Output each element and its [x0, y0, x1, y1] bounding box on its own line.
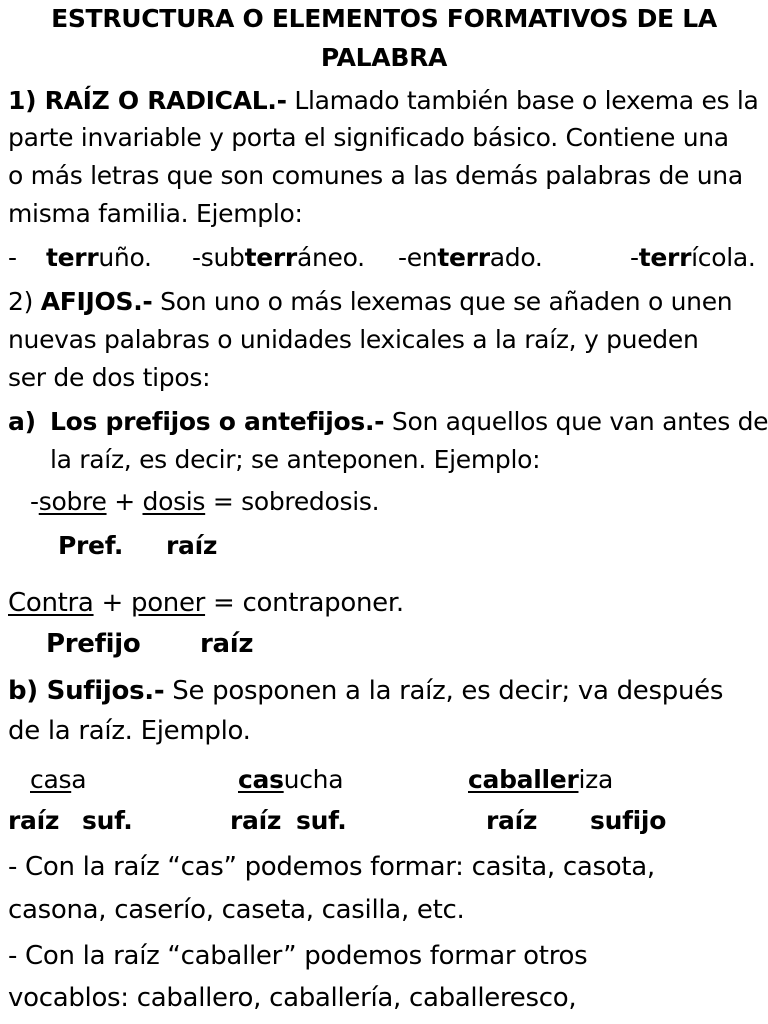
note-caballer-line-2: vocablos: caballero, caballería, caballeresco,	[8, 983, 577, 1013]
section1-line-3: o más letras que son comunes a las demás palabras de una	[8, 161, 743, 190]
prefijos-line-1	[50, 405, 768, 439]
suffix-label-suf-b	[296, 804, 347, 838]
section1-line-1	[8, 84, 759, 118]
suffix-word-caballeriza	[468, 763, 613, 797]
sufijos-line-1-text: Se posponen a la raíz, es decir; va después	[164, 676, 724, 706]
note-cas-line-1: - Con la raíz “cas” podemos formar: casita, casota,	[8, 852, 655, 882]
suffix-word-caballeriza-root: caballer	[468, 765, 579, 794]
section1-line-4: misma familia. Ejemplo:	[8, 199, 303, 228]
section1-heading: 1) RAÍZ O RADICAL.-	[8, 86, 287, 115]
plus-sign: +	[106, 487, 143, 516]
prefix-example-2-result: = contraponer.	[205, 588, 404, 618]
section1-line-1-text: Llamado también base o lexema es la	[286, 86, 759, 115]
suffix-word-caballeriza-suffix: iza	[578, 765, 613, 794]
prefix-example-dash: -	[30, 487, 39, 516]
label-pref	[58, 529, 123, 563]
suffix-word-casucha-root: cas	[238, 765, 284, 794]
root-part-poner: poner	[130, 588, 206, 618]
section2-number: 2)	[8, 287, 41, 316]
example-terruno-root: terr	[46, 243, 99, 272]
label-prefijo-text: Prefijo	[46, 629, 141, 659]
example-terricola-rest: ícola.	[691, 243, 756, 272]
label-raiz-2	[200, 627, 253, 661]
label-raiz-2-text: raíz	[200, 629, 254, 659]
label-raiz-1-text: raíz	[166, 531, 218, 560]
suffix-word-casa-root: cas	[30, 765, 72, 794]
prefix-example-contraponer	[8, 586, 404, 620]
suffix-label-suf-a	[82, 804, 133, 838]
note-caballer-line-1: - Con la raíz “caballer” podemos formar otros	[8, 941, 588, 971]
section1-line-2: parte invariable y porta el significado básico. Contiene una	[8, 123, 729, 152]
sufijos-line-2: de la raíz. Ejemplo.	[8, 716, 251, 746]
example-enterrado-prefix: -en	[398, 243, 438, 272]
suffix-word-casucha	[238, 763, 343, 797]
example-dash: -	[8, 243, 17, 272]
suffix-label-suf-b-text: suf.	[296, 806, 347, 835]
page-title-line-2: PALABRA	[320, 43, 448, 72]
example-terricola	[630, 241, 756, 275]
suffix-label-raiz-a	[8, 804, 59, 838]
label-prefijo	[46, 627, 140, 661]
suffix-label-raiz-a-text: raíz	[8, 806, 60, 835]
example-terruno-rest: uño.	[98, 243, 152, 272]
suffix-label-sufijo-c-text: sufijo	[590, 806, 667, 835]
prefix-example-result: = sobredosis.	[205, 487, 380, 516]
example-subterraneo-rest: áneo.	[296, 243, 365, 272]
prefix-part-sobre: sobre	[38, 487, 107, 516]
suffix-label-raiz-c	[486, 804, 537, 838]
prefijos-line-1-text: Son aquellos que van antes de	[384, 407, 768, 436]
note-cas-line-2: casona, caserío, caseta, casilla, etc.	[8, 895, 465, 925]
suffix-label-raiz-b	[230, 804, 281, 838]
example-subterraneo-root: terr	[244, 243, 297, 272]
prefix-part-contra: Contra	[8, 588, 94, 618]
prefijos-marker	[8, 405, 36, 439]
plus-sign-2: +	[93, 588, 131, 618]
root-part-dosis: dosis	[142, 487, 206, 516]
suffix-label-raiz-b-text: raíz	[230, 806, 282, 835]
example-terricola-root: terr	[638, 243, 692, 272]
example-subterraneo-prefix: -sub	[192, 243, 245, 272]
section2-line-1	[8, 285, 732, 319]
label-raiz-1	[166, 529, 217, 563]
example-subterraneo	[192, 241, 365, 275]
suffix-label-sufijo-c	[590, 804, 666, 838]
example-terricola-prefix: -	[630, 243, 639, 272]
prefijos-line-2: la raíz, es decir; se anteponen. Ejemplo:	[50, 445, 541, 474]
suffix-label-raiz-c-text: raíz	[486, 806, 538, 835]
sufijos-heading: b) Sufijos.-	[8, 676, 165, 706]
prefijos-heading: Los prefijos o antefijos.-	[50, 407, 385, 436]
example-enterrado-rest: ado.	[489, 243, 543, 272]
suffix-word-casa	[30, 763, 86, 797]
prefix-example-sobredosis	[30, 485, 379, 519]
example-enterrado	[398, 241, 543, 275]
suffix-label-suf-a-text: suf.	[82, 806, 133, 835]
section2-line-3: ser de dos tipos:	[8, 363, 211, 392]
page-title-line-1: ESTRUCTURA O ELEMENTOS FORMATIVOS DE LA	[51, 4, 717, 33]
suffix-word-casa-suffix: a	[71, 765, 87, 794]
example-enterrado-root: terr	[437, 243, 490, 272]
section2-line-2: nuevas palabras o unidades lexicales a la raíz, y pueden	[8, 325, 699, 354]
sufijos-line-1	[8, 674, 723, 708]
example-terruno	[46, 241, 152, 275]
prefijos-marker-text: a)	[8, 407, 36, 436]
suffix-word-casucha-suffix: ucha	[283, 765, 344, 794]
label-pref-text: Pref.	[58, 531, 124, 560]
section2-heading: AFIJOS.-	[40, 287, 153, 316]
section2-line-1-text: Son uno o más lexemas que se añaden o unen	[152, 287, 733, 316]
